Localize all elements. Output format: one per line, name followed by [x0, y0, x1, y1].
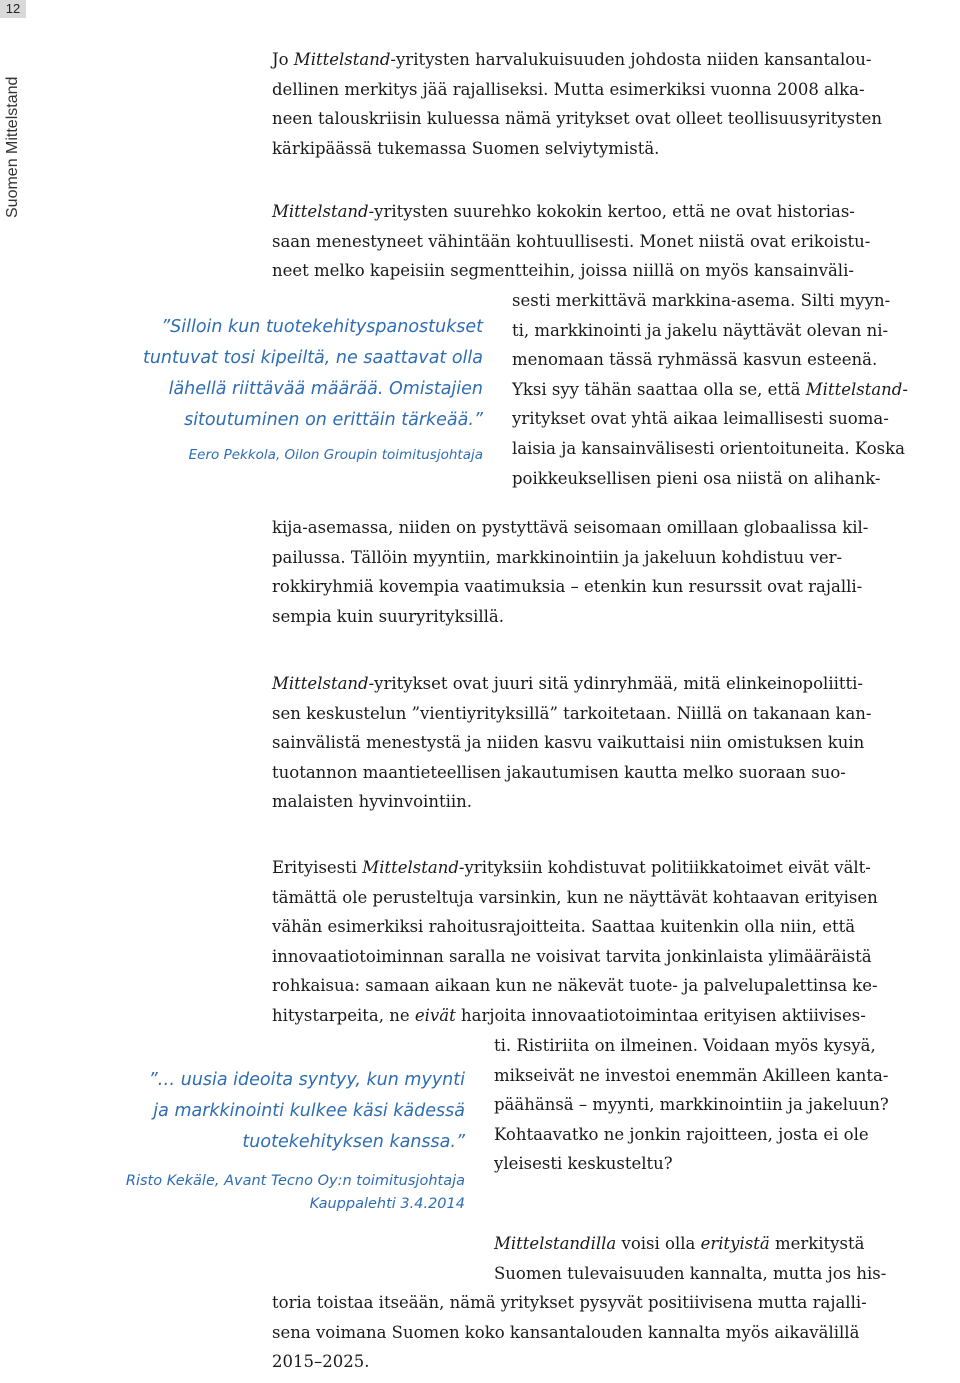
text-line	[272, 45, 882, 75]
text-line	[494, 1090, 889, 1120]
text-line	[272, 134, 882, 164]
text-line	[494, 1061, 889, 1091]
paragraph-3	[272, 669, 872, 817]
text-line	[272, 699, 872, 729]
page-number: 12	[0, 0, 26, 18]
text-line	[272, 853, 878, 883]
text-run: Suomen tulevaisuuden kannalta, mutta jos his-	[494, 1263, 887, 1283]
text-run: Kohtaavatko ne jonkin rajoitteen, josta ei ole	[494, 1124, 869, 1144]
text-run: kärkipäässä tukemassa Suomen selviytymistä.	[272, 138, 660, 158]
text-line	[272, 912, 878, 942]
italic-term: Mittelstand	[272, 202, 369, 221]
quote-line: tuotekehityksen kanssa.”	[242, 1132, 465, 1152]
text-line	[272, 602, 868, 632]
text-run: mikseivät ne investoi enemmän Akilleen kanta-	[494, 1065, 889, 1085]
text-line	[272, 227, 870, 257]
text-line	[272, 197, 870, 227]
text-line	[272, 669, 872, 699]
text-line	[494, 1031, 889, 1061]
text-run: innovaatiotoiminnan saralla ne voisivat tarvita jonkinlaista ylimääräistä	[272, 946, 872, 966]
quote-attribution: Eero Pekkola, Oilon Groupin toimitusjohtaja	[188, 447, 483, 463]
quote-line: ”Silloin kun tuotekehityspanostukset	[161, 317, 483, 337]
text-line	[272, 543, 868, 573]
text-line	[494, 1120, 889, 1150]
text-run: -	[902, 379, 908, 399]
paragraph-4-narrow	[494, 1031, 889, 1179]
quote-line: tuntuvat tosi kipeiltä, ne saattavat olla	[142, 348, 483, 368]
text-run: merkitystä	[769, 1234, 865, 1253]
quote-line: sitoutuminen on erittäin tärkeää.”	[184, 410, 483, 430]
paragraph-2-tail	[272, 513, 868, 631]
italic-term: Mittelstandilla	[494, 1234, 617, 1253]
text-line	[272, 513, 868, 543]
text-line	[494, 1229, 886, 1259]
text-line	[272, 1318, 867, 1348]
text-line	[494, 1259, 886, 1289]
text-run: -yritysten harvalukuisuuden johdosta niiden kansantalou-	[390, 50, 872, 69]
text-run: ti. Ristiriita on ilmeinen. Voidaan myös kysyä,	[494, 1036, 876, 1055]
text-line	[512, 345, 908, 375]
quote-attribution: Risto Kekäle, Avant Tecno Oy:n toimitusjohtaja	[125, 1173, 465, 1189]
text-run: toria toistaa itseään, nämä yritykset pysyvät positiivisena mutta rajalli-	[272, 1293, 867, 1312]
text-line	[512, 286, 908, 316]
text-run: sena voimana Suomen koko kansantalouden kannalta myös aikavälillä	[272, 1322, 860, 1342]
text-line	[512, 404, 908, 434]
text-run: sempia kuin suuryrityksillä.	[272, 606, 504, 626]
text-run: yleisesti keskusteltu?	[494, 1154, 673, 1174]
italic-term: Mittelstand	[362, 858, 459, 877]
text-run: malaisten hyvinvointiin.	[272, 792, 472, 812]
text-line	[272, 256, 870, 286]
text-run: rohkaisua: samaan aikaan kun ne näkevät tuote- ja palvelupalettinsa ke-	[272, 976, 878, 996]
italic-term: Mittelstand	[293, 50, 391, 69]
text-run: dellinen merkitys jää rajalliseksi. Mutta esimerkiksi vuonna 2008 alka-	[272, 79, 865, 99]
paragraph-5-narrow	[494, 1229, 886, 1288]
text-run: -yritykset ovat juuri sitä ydinryhmää, mitä elinkeinopoliitti-	[368, 674, 863, 693]
text-line	[272, 104, 882, 134]
quote-line: lähellä riittävää määrää. Omistajien	[168, 379, 483, 399]
text-run: yritykset ovat yhtä aikaa leimallisesti suoma-	[512, 409, 889, 429]
text-run: ti, markkinointi ja jakelu näyttävät olevan ni-	[512, 320, 889, 340]
text-line	[272, 1347, 867, 1377]
text-line	[512, 316, 908, 346]
italic-term: eivät	[414, 1005, 456, 1025]
text-run: neet melko kapeisiin segmentteihin, joissa niillä on myös kansainväli-	[272, 261, 854, 281]
paragraph-5-tail	[272, 1288, 867, 1377]
text-run: 2015–2025.	[272, 1352, 370, 1372]
text-run: tuotannon maantieteellisen jakautumisen kautta melko suoraan suo-	[272, 762, 846, 782]
text-line	[512, 434, 908, 464]
running-head: Suomen Mittelstand	[4, 76, 21, 218]
pull-quote-pekkola	[143, 312, 483, 466]
pull-quote-kekale	[126, 1065, 465, 1216]
text-line	[272, 787, 872, 817]
text-run: Yksi syy tähän saattaa olla se, että	[512, 379, 806, 399]
text-run: -yritysten suurehko kokokin kertoo, että ne ovat historias-	[368, 202, 855, 221]
text-run: menomaan tässä ryhmässä kasvun esteenä.	[512, 350, 878, 370]
text-run: poikkeuksellisen pieni osa niistä on alihank-	[512, 468, 881, 488]
paragraph-1	[272, 45, 882, 163]
text-run: sen keskustelun ”vientiyrityksillä” tarkoitetaan. Niillä on takanaan kan-	[272, 703, 872, 723]
quote-line: ”… uusia ideoita syntyy, kun myynti	[148, 1070, 465, 1090]
text-run: pailussa. Tällöin myyntiin, markkinointiin ja jakeluun kohdistuu ver-	[272, 547, 843, 567]
text-run: voisi olla	[616, 1234, 701, 1253]
text-run: neen talouskriisin kuluessa nämä yritykset ovat olleet teollisuusyritysten	[272, 109, 883, 129]
italic-term: erityistä	[700, 1234, 770, 1253]
text-run: sainvälistä menestystä ja niiden kasvu vaikuttaisi niin omistuksen kuin	[272, 733, 865, 753]
italic-term: Mittelstand	[272, 674, 369, 693]
paragraph-2-narrow	[512, 286, 908, 493]
text-line	[272, 883, 878, 913]
text-run: laisia ja kansainvälisesti orientoituneita. Koska	[512, 438, 905, 458]
text-line	[272, 758, 872, 788]
text-line	[272, 942, 878, 972]
paragraph-2-wide	[272, 197, 870, 286]
text-line	[272, 572, 868, 602]
paragraph-4-wide	[272, 853, 878, 1031]
text-run: rokkiryhmiä kovempia vaatimuksia – etenkin kun resurssit ovat rajalli-	[272, 577, 863, 597]
text-run: päähänsä – myynti, markkinointiin ja jakeluun?	[494, 1095, 889, 1115]
text-line	[272, 1001, 878, 1031]
text-run: hitystarpeita, ne	[272, 1005, 415, 1025]
text-run: Jo	[272, 50, 294, 69]
text-line	[494, 1149, 889, 1179]
text-run: Erityisesti	[272, 858, 363, 877]
text-line	[272, 75, 882, 105]
text-line	[272, 971, 878, 1001]
text-run: -yrityksiin kohdistuvat politiikkatoimet eivät vält-	[458, 858, 871, 877]
text-run: kija-asemassa, niiden on pystyttävä seisomaan omillaan globaalissa kil-	[272, 518, 869, 537]
italic-term: Mittelstand	[805, 379, 903, 399]
text-line	[512, 464, 908, 494]
quote-source: Kauppalehti 3.4.2014	[309, 1196, 465, 1212]
text-line	[512, 375, 908, 405]
text-run: tämättä ole perusteltuja varsinkin, kun ne näyttävät kohtaavan erityisen	[272, 887, 878, 907]
text-run: sesti merkittävä markkina-asema. Silti myyn-	[512, 291, 891, 310]
quote-line: ja markkinointi kulkee käsi kädessä	[153, 1101, 465, 1121]
text-run: saan menestyneet vähintään kohtuullisesti. Monet niistä ovat erikoistu-	[272, 231, 871, 251]
text-line	[272, 728, 872, 758]
text-run: vähän esimerkiksi rahoitusrajoitteita. Saattaa kuitenkin olla niin, että	[272, 917, 856, 937]
text-run: harjoita innovaatiotoimintaa erityisen aktiivises-	[455, 1005, 866, 1025]
text-line	[272, 1288, 867, 1318]
